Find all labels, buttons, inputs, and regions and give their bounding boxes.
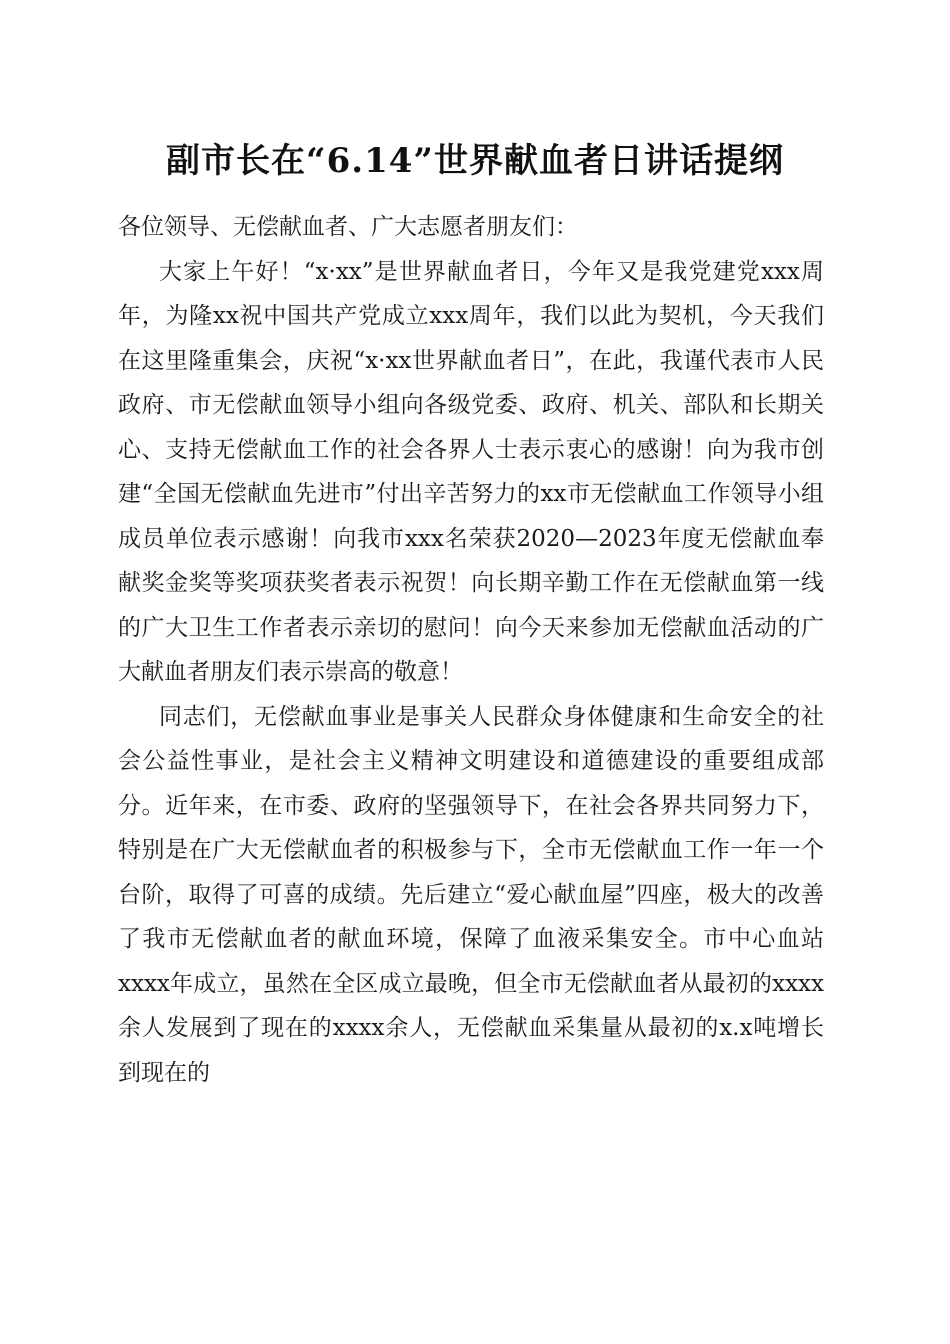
document-body <box>118 205 824 1095</box>
paragraph-1: 大家上午好！“x·xx”是世界献血者日，今年又是我党建党xxx周年，为隆xx祝中国共产党成立xxx周年，我们以此为契机，今天我们在这里隆重集会，庆祝“x·xx世界献血者日”，在此，我谨代表市人民政府、市无偿献血领导小组向各级党委、政府、机关、部队和长期关心、支持无偿献血工作的社会各界人士表示衷心的感谢！向为我市创建“全国无偿献血先进市”付出辛苦努力的xx市无偿献血工作领导小组成员单位表示感谢！向我市xxx名荣获2020—2023年度无偿献血奉献奖金奖等奖项获奖者表示祝贺！向长期辛勤工作在无偿献血第一线的广大卫生工作者表示亲切的慰问！向今天来参加无偿献血活动的广大献血者朋友们表示崇高的敬意！ <box>118 258 824 685</box>
document-title: 副市长在“6.14”世界献血者日讲话提纲 <box>166 141 784 181</box>
paragraph-2: 同志们，无偿献血事业是事关人民群众身体健康和生命安全的社会公益性事业，是社会主义精神文明建设和道德建设的重要组成部分。近年来，在市委、政府的坚强领导下，在社会各界共同努力下，特别是在广大无偿献血者的积极参与下，全市无偿献血工作一年一个台阶，取得了可喜的成绩。先后建立“爱心献血屋”四座，极大的改善了我市无偿献血者的献血环境，保障了血液采集安全。市中心血站xxxx年成立，虽然在全区成立最晚，但全市无偿献血者从最初的xxxx余人发展到了现在的xxxx余人，无偿献血采集量从最初的x.x吨增长到现在的 <box>118 703 824 1086</box>
salutation: 各位领导、无偿献血者、广大志愿者朋友们： <box>118 214 578 240</box>
